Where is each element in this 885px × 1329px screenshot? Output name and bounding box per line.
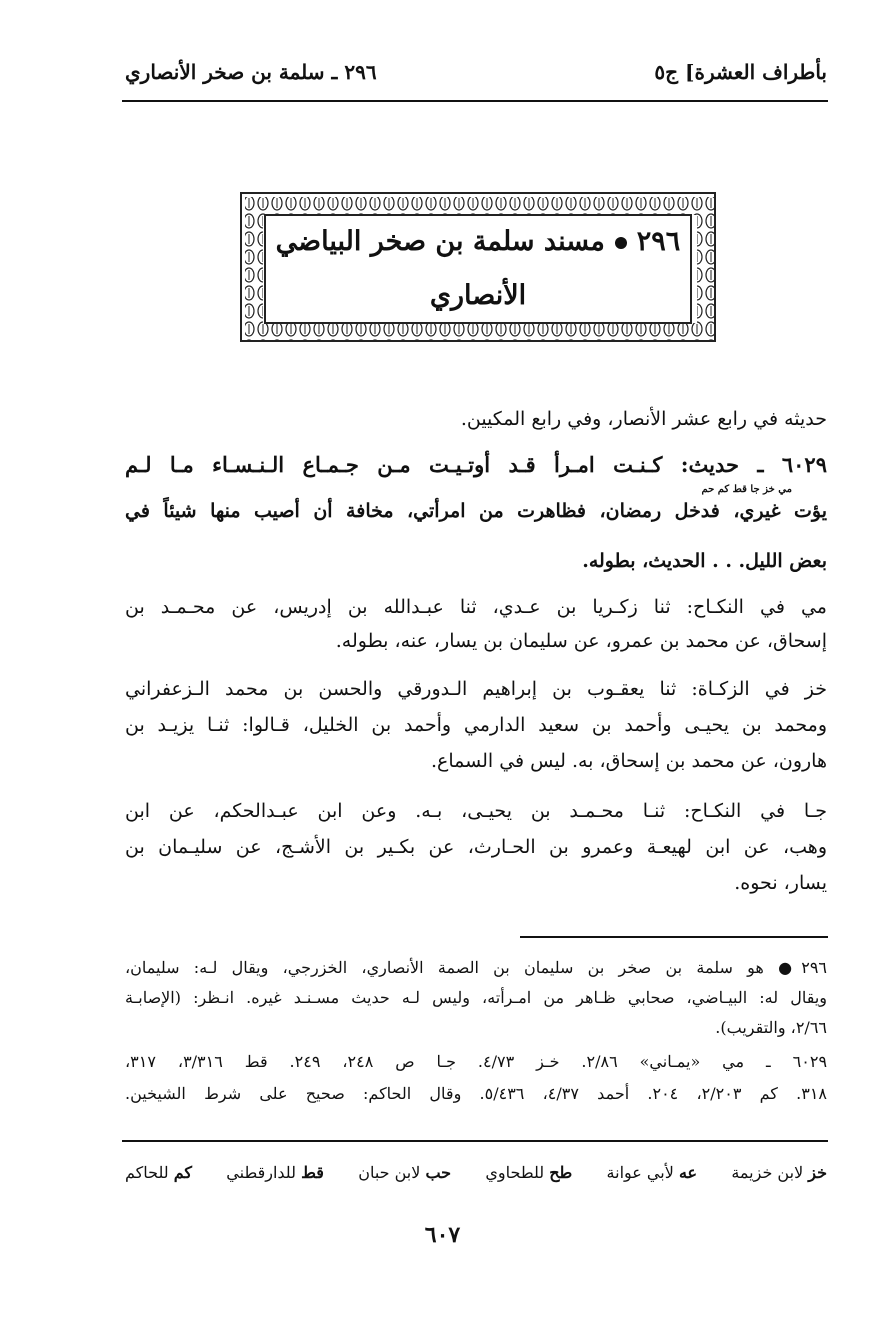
abbr-item: حب لابن حبان (358, 1163, 452, 1182)
footnote1-line3: ٢/٦٦، والتقريب). (715, 1018, 827, 1037)
bullet-icon (615, 237, 627, 249)
running-title-left: ٢٩٦ ـ سلمة بن صخر الأنصاري (125, 60, 377, 84)
para3-line3: يسار، نحوه. (734, 872, 827, 894)
running-title-right: بأطراف العشرة] ج٥ (654, 60, 827, 84)
hadith-line-2: يؤت غيري، فدخل رمضان، فظاهرت من امرأتي، مخافة أن أصيب منها شيئاً في (125, 500, 827, 522)
intro-line: حديثه في رابع عشر الأنصار، وفي رابع المكيين. (460, 408, 827, 430)
abbr-item: خز لابن خزيمة (731, 1163, 827, 1182)
para2-line3: هارون، عن محمد بن إسحاق، به. ليس في السماع. (431, 750, 827, 772)
para2-line2: ومحمد بن يحيـى وأحمد بن سعيد الدارمي وأحمد بن الخليل، قـالوا: ثنـا يزيـد بن (125, 714, 827, 736)
section-number: ٢٩٦ (636, 226, 681, 257)
para1-line2: إسحاق، عن محمد بن عمرو، عن سليمان بن يسار، عنه، بطوله. (335, 630, 827, 652)
hadith-heading: ٦٠٢٩ ـ حديث: كـنـت امـرأ قـد أوتـيـت مـن جـمـاع الـنـسـاء مـا لـم (125, 452, 827, 477)
para3-line1: جـا في النكـاح: ثنـا محـمـد بن يحيـى، بـه. وعن ابن عبـدالحكم، عن ابن (125, 800, 827, 822)
page-number: ٦٠٧ (424, 1222, 461, 1248)
bottom-rule (122, 1140, 828, 1142)
hadith-line-3: بعض الليل. . . الحديث، بطوله. (582, 550, 827, 572)
section-title-line1: مسند سلمة بن صخر البياضي (275, 226, 605, 257)
abbreviation-key (125, 1163, 827, 1182)
footnote-rule (520, 936, 828, 938)
hadith-sources: مي خز جا قط كم حم (701, 484, 792, 495)
para2-line1: خز في الزكـاة: ثنا يعقـوب بن إبراهيم الـدورقي والحسن بن محمد الـزعفراني (125, 678, 827, 700)
abbr-item: طح للطحاوي (485, 1163, 573, 1182)
section-title (264, 226, 692, 257)
footnote2-line2: ٣١٨. كم ٢/٢٠٣، ٢٠٤. أحمد ٤/٣٧، ٥/٤٣٦. وقال الحاكم: صحيح على شرط الشيخين. (125, 1084, 828, 1103)
section-title-line2: الأنصاري (429, 280, 527, 311)
para3-line2: وهب، عن ابن لهيعـة وعمرو بن الحـارث، عن بكـير بن الأشـج، عن سليـمان بن (125, 836, 828, 858)
footnote1-line1: ٢٩٦● هو سلمة بن صخر بن سليمان بن الصمة الأنصاري، الخزرجي، ويقال لـه: سليمان، (125, 958, 827, 977)
abbr-item: عه لأبي عوانة (606, 1163, 698, 1182)
para1-line1: مي في النكـاح: ثنا زكـريا بن عـدي، ثنا عبـدالله بن إدريس، عن محـمـد بن (125, 596, 827, 618)
footnote1-line2: ويقال له: البيـاضي، صحابي ظـاهر من امـرأته، وليس لـه حديث مسـنـد غيره. انـظر: (الإصابـة (125, 988, 827, 1007)
header-rule (122, 100, 828, 102)
abbr-item: كم للحاكم (125, 1163, 192, 1182)
footnote2-line1: ٦٠٢٩ ـ مي «يمـاني» ٢/٨٦. خـز ٤/٧٣. جـا ص ٢٤٨، ٢٤٩. قط ٣/٣١٦، ٣١٧، (125, 1052, 828, 1071)
abbr-item: قط للدارقطني (226, 1163, 324, 1182)
